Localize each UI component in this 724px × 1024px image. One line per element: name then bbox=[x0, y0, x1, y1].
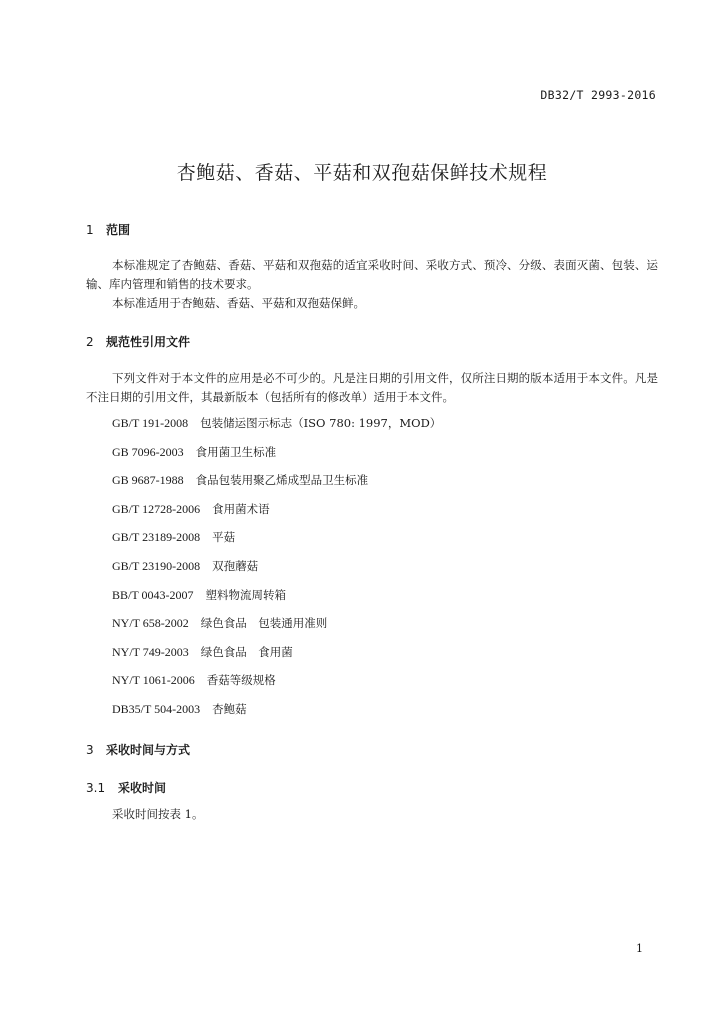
reference-title: 双孢蘑菇 bbox=[212, 558, 259, 573]
reference-item bbox=[112, 556, 441, 585]
standard-code: DB32/T 2993-2016 bbox=[540, 88, 656, 102]
reference-item bbox=[112, 442, 441, 471]
section-1-paragraph-1: 本标准规定了杏鲍菇、香菇、平菇和双孢菇的适宜采收时间、采收方式、预冷、分级、表面灭菌、包装、运输、库内管理和销售的技术要求。 bbox=[86, 258, 658, 291]
reference-code: GB/T 23189-2008 bbox=[112, 530, 201, 545]
reference-title: 杏鲍菇 bbox=[212, 701, 247, 716]
section-title: 采收时间与方式 bbox=[106, 743, 191, 757]
reference-code: BB/T 0043-2007 bbox=[112, 587, 194, 602]
reference-code: DB35/T 504-2003 bbox=[112, 701, 201, 716]
reference-title: 食用菌卫生标准 bbox=[195, 444, 277, 459]
reference-item bbox=[112, 670, 441, 699]
reference-title: 平菇 bbox=[212, 530, 236, 545]
reference-item bbox=[112, 613, 441, 642]
section-title: 规范性引用文件 bbox=[106, 335, 191, 349]
reference-title: 塑料物流周转箱 bbox=[205, 587, 286, 602]
reference-item bbox=[112, 413, 441, 442]
reference-title: 食用菌术语 bbox=[212, 501, 270, 516]
section-3-1-text: 采收时间按表 1。 bbox=[112, 807, 204, 821]
page-number: 1 bbox=[636, 942, 643, 955]
reference-item bbox=[112, 499, 441, 528]
reference-title: 香菇等级规格 bbox=[206, 673, 276, 688]
reference-code: GB 7096-2003 bbox=[112, 444, 184, 459]
section-number: 2 bbox=[86, 335, 94, 349]
section-2-intro: 下列文件对于本文件的应用是必不可少的。凡是注日期的引用文件，仅所注日期的版本适用于本文件。凡是不注日期的引用文件，其最新版本（包括所有的修改单）适用于本文件。 bbox=[86, 371, 658, 404]
section-number: 3 bbox=[86, 743, 94, 757]
reference-item bbox=[112, 527, 441, 556]
section-1-heading bbox=[86, 221, 130, 238]
reference-title: 食品包装用聚乙烯成型品卫生标准 bbox=[195, 473, 369, 488]
reference-code: GB/T 23190-2008 bbox=[112, 558, 201, 573]
reference-item bbox=[112, 699, 441, 728]
subsection-title: 采收时间 bbox=[118, 781, 167, 795]
section-2-heading bbox=[86, 333, 190, 350]
reference-code: GB/T 191-2008 bbox=[112, 416, 189, 430]
reference-code: NY/T 749-2003 bbox=[112, 644, 189, 659]
reference-title: 包装储运图示标志（ISO 780: 1997，MOD） bbox=[200, 416, 442, 430]
section-number: 1 bbox=[86, 223, 94, 237]
reference-title: 绿色食品 包装通用准则 bbox=[200, 616, 328, 631]
section-3-heading bbox=[86, 741, 190, 758]
section-title: 范围 bbox=[106, 223, 131, 237]
reference-code: NY/T 658-2002 bbox=[112, 616, 189, 631]
reference-code: GB 9687-1988 bbox=[112, 473, 184, 488]
section-1-paragraph-2: 本标准适用于杏鲍菇、香菇、平菇和双孢菇保鲜。 bbox=[112, 296, 365, 310]
reference-item bbox=[112, 470, 441, 499]
reference-item bbox=[112, 642, 441, 671]
document-title: 杏鲍菇、香菇、平菇和双孢菇保鲜技术规程 bbox=[176, 162, 548, 184]
reference-code: NY/T 1061-2006 bbox=[112, 673, 195, 688]
reference-code: GB/T 12728-2006 bbox=[112, 501, 201, 516]
reference-title: 绿色食品 食用菌 bbox=[200, 644, 293, 659]
section-3-1-heading bbox=[86, 779, 166, 796]
subsection-number: 3.1 bbox=[86, 781, 106, 795]
reference-list bbox=[112, 413, 441, 728]
reference-item bbox=[112, 585, 441, 614]
